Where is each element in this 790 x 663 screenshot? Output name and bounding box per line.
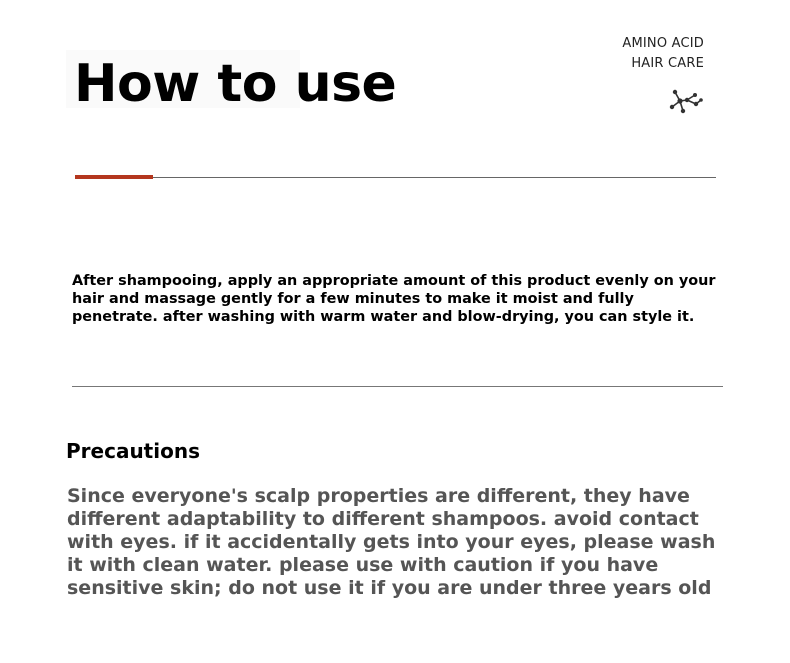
precautions-text: Since everyone's scalp properties are different, they have different adaptability to different shampoos. avoid contact with eyes. if it accidentally gets into your eyes, please wash it with clean water. please use with caution if you have sensitive skin; do not use it if you are under three years old — [67, 485, 716, 599]
header-divider — [153, 177, 716, 178]
molecule-icon — [668, 87, 704, 115]
section-divider — [72, 386, 723, 387]
brand-line-2: HAIR CARE — [631, 56, 704, 71]
precautions-heading: Precautions — [66, 439, 200, 463]
accent-bar — [75, 175, 153, 179]
brand-label — [622, 34, 704, 74]
brand-line-1: AMINO ACID — [622, 36, 704, 51]
usage-instructions: After shampooing, apply an appropriate amount of this product evenly on your hair and massage gently for a few minutes to make it moist and fully penetrate. after washing with warm water and blow-drying, you can style it. — [72, 273, 716, 325]
page-title: How to use — [74, 54, 397, 114]
